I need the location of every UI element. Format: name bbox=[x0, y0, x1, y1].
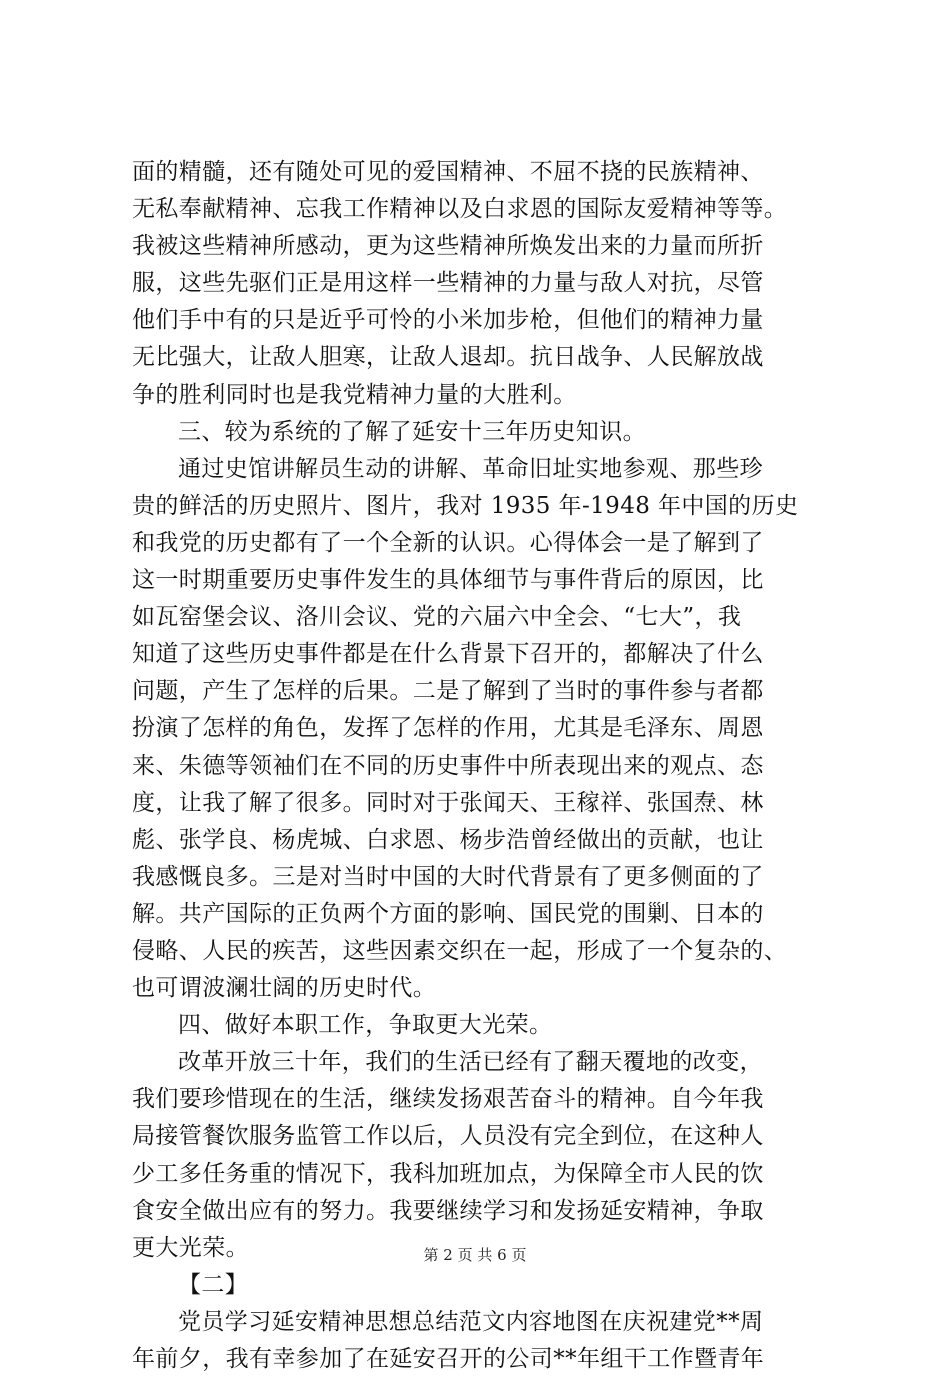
text-line: 党员学习延安精神思想总结范文内容地图在庆祝建党**周 bbox=[178, 1308, 764, 1335]
text-line: 我感慨良多。三是对当时中国的大时代背景有了更多侧面的了 bbox=[132, 863, 764, 890]
text-line: 知道了这些历史事件都是在什么背景下召开的，都解决了什么 bbox=[132, 641, 764, 668]
text-line: 食安全做出应有的努力。我要继续学习和发扬延安精神，争取 bbox=[132, 1197, 764, 1224]
text-line: 更大光荣。 bbox=[132, 1234, 249, 1261]
text-line: 改革开放三十年，我们的生活已经有了翻天覆地的改变， bbox=[178, 1049, 763, 1076]
text-line: 争的胜利同时也是我党精神力量的大胜利。 bbox=[132, 381, 577, 408]
text-line: 无私奉献精神、忘我工作精神以及白求恩的国际友爱精神等等。 bbox=[132, 196, 788, 223]
text-line: 侵略、人民的疾苦，这些因素交织在一起，形成了一个复杂的、 bbox=[132, 937, 788, 964]
page-number: 第 2 页 共 6 页 bbox=[423, 1246, 527, 1264]
text-line: 面的精髓，还有随处可见的爱国精神、不屈不挠的民族精神、 bbox=[132, 159, 764, 185]
text-line: 通过史馆讲解员生动的讲解、革命旧址实地参观、那些珍 bbox=[178, 455, 763, 482]
text-line: 也可谓波澜壮阔的历史时代。 bbox=[132, 975, 437, 1002]
text-line: 这一时期重要历史事件发生的具体细节与事件背后的原因，比 bbox=[132, 567, 764, 594]
text-line: 贵的鲜活的历史照片、图片，我对 1935 年-1948 年中国的历史 bbox=[132, 492, 799, 519]
text-line: 如瓦窑堡会议、洛川会议、党的六届六中全会、“七大”，我 bbox=[132, 604, 742, 631]
text-line: 彪、张学良、杨虎城、白求恩、杨步浩曾经做出的贡献，也让 bbox=[132, 826, 764, 853]
text-line: 我们要珍惜现在的生活，继续发扬艰苦奋斗的精神。自今年我 bbox=[132, 1086, 764, 1113]
section-marker: 【二】 bbox=[178, 1271, 249, 1298]
text-line: 和我党的历史都有了一个全新的认识。心得体会一是了解到了 bbox=[132, 529, 764, 556]
text-line: 局接管餐饮服务监管工作以后，人员没有完全到位，在这种人 bbox=[132, 1123, 764, 1150]
text-line: 来、朱德等领袖们在不同的历史事件中所表现出来的观点、态 bbox=[132, 752, 764, 779]
text-line: 问题，产生了怎样的后果。二是了解到了当时的事件参与者都 bbox=[132, 678, 764, 705]
text-line: 少工多任务重的情况下，我科加班加点，为保障全市人民的饮 bbox=[132, 1160, 764, 1187]
body-text bbox=[132, 154, 832, 1378]
text-line: 扮演了怎样的角色，发挥了怎样的作用，尤其是毛泽东、周恩 bbox=[132, 715, 764, 742]
text-line: 解。共产国际的正负两个方面的影响、国民党的围剿、日本的 bbox=[132, 900, 764, 927]
text-line: 我被这些精神所感动，更为这些精神所焕发出来的力量而所折 bbox=[132, 233, 764, 260]
text-line: 服，这些先驱们正是用这样一些精神的力量与敌人对抗，尽管 bbox=[132, 270, 764, 297]
section-heading: 三、较为系统的了解了延安十三年历史知识。 bbox=[178, 418, 646, 445]
text-line: 度，让我了解了很多。同时对于张闻天、王稼祥、张国焘、林 bbox=[132, 789, 764, 816]
text-line: 他们手中有的只是近乎可怜的小米加步枪，但他们的精神力量 bbox=[132, 307, 764, 334]
text-line: 年前夕，我有幸参加了在延安召开的公司**年组干工作暨青年 bbox=[132, 1346, 765, 1372]
section-heading: 四、做好本职工作，争取更大光荣。 bbox=[178, 1012, 553, 1039]
text-line: 无比强大，让敌人胆寒，让敌人退却。抗日战争、人民解放战 bbox=[132, 344, 764, 371]
